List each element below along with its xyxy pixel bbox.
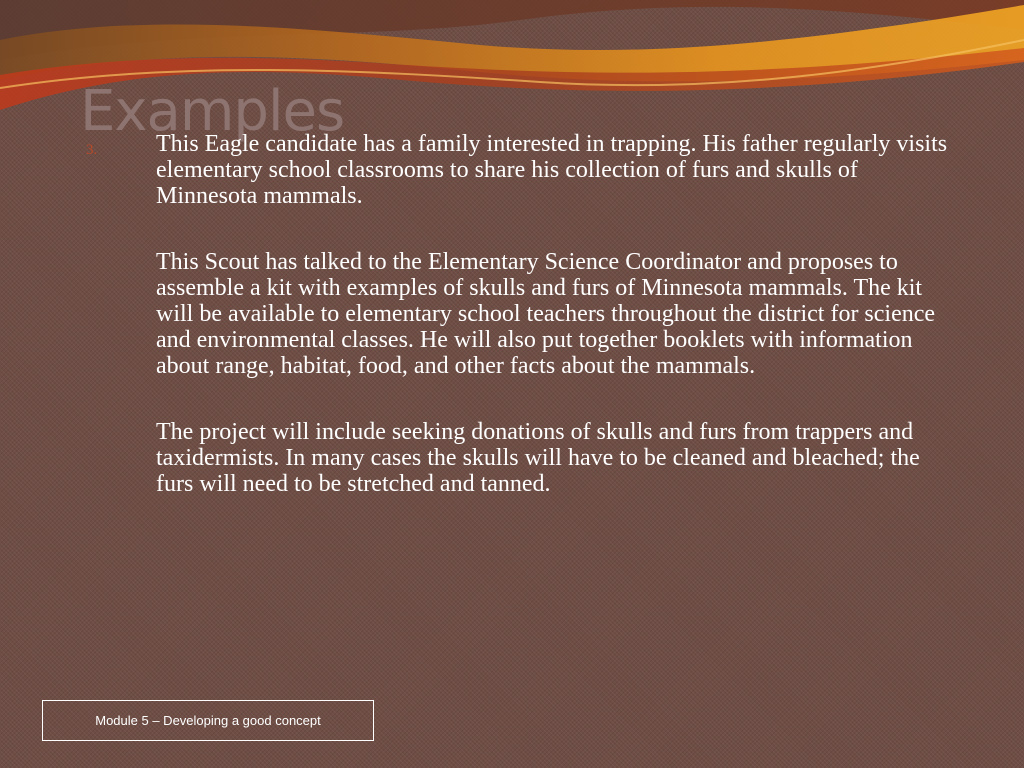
paragraph-1: This Eagle candidate has a family interested in trapping. His father regularly visits elementary school classrooms to share his collection of furs and skulls of Minnesota mammals. bbox=[156, 131, 948, 209]
paragraph-3: The project will include seeking donations of skulls and furs from trappers and taxidermists. In many cases the skulls will have to be cleaned and bleached; the furs will need to be stretched and tanned. bbox=[156, 419, 920, 497]
slide-body bbox=[156, 131, 956, 537]
slide-title: Examples bbox=[80, 79, 345, 144]
bullet-number: 3. bbox=[86, 142, 98, 158]
footer-text: Module 5 – Developing a good concept bbox=[95, 713, 321, 728]
footer-box bbox=[42, 700, 374, 741]
paragraph-2: This Scout has talked to the Elementary Science Coordinator and proposes to assemble a kit with examples of skulls and furs of Minnesota mammals. The kit will be available to elementary school teachers throughout the district for science and environmental classes. He will also put together booklets with information about range, habitat, food, and other facts about the mammals. bbox=[156, 249, 936, 379]
